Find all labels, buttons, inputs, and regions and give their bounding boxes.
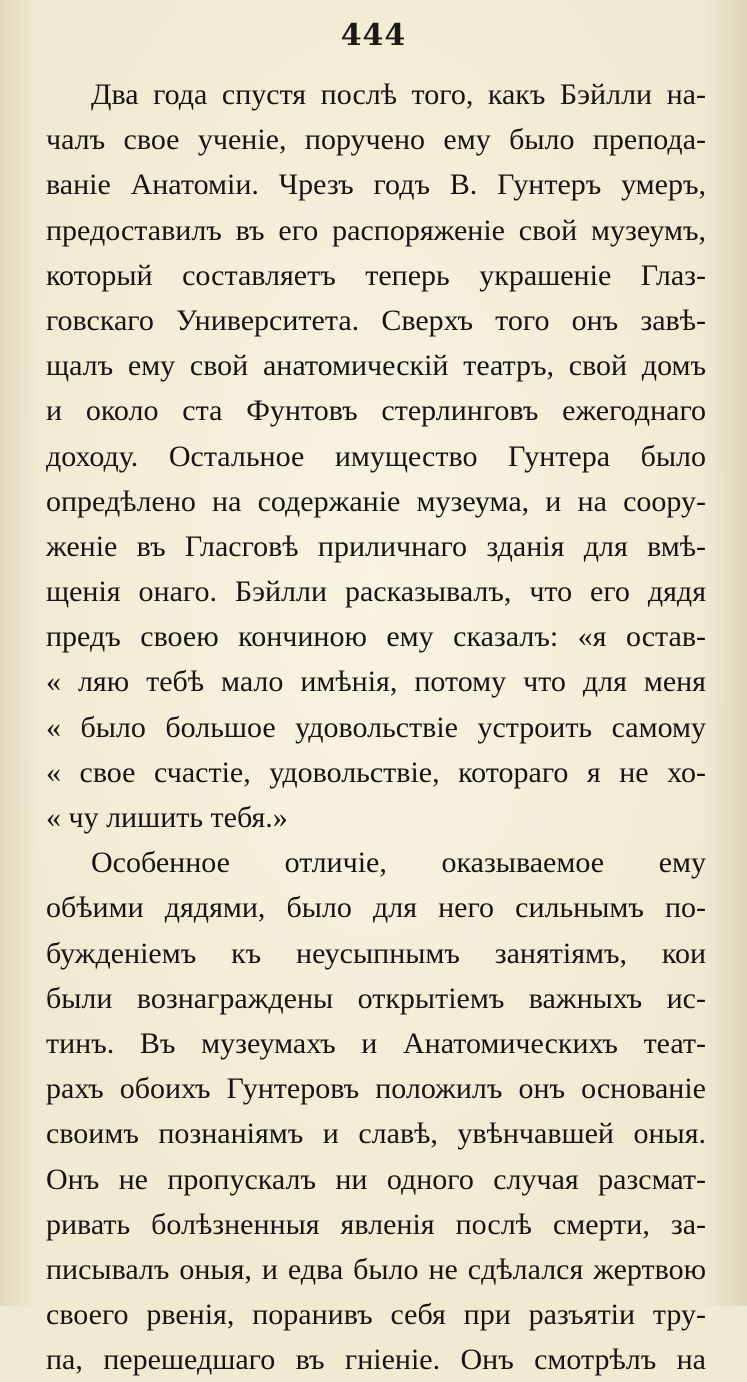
- text-line: « свое счастіе, удовольствіе, котораго я не хо-: [46, 755, 706, 789]
- text-line: ривать болѣзненныя явленія послѣ смерти, за-: [46, 1207, 706, 1241]
- text-line: своимъ познаніямъ и славѣ, увѣнчавшей оныя.: [46, 1117, 706, 1151]
- text-line: ваніе Анатоміи. Чрезъ годъ В. Гунтеръ умеръ,: [46, 168, 706, 202]
- text-line: обѣими дядями, было для него сильнымъ по-: [46, 891, 706, 925]
- text-line: щенія онаго. Бэйлли расказывалъ, что его дядя: [46, 575, 706, 609]
- text-line: тинъ. Въ музеумахъ и Анатомическихъ теат-: [46, 1026, 706, 1060]
- text-line: щалъ ему свой анатомическій театръ, свой домъ: [46, 349, 706, 383]
- text-line: рахъ обоихъ Гунтеровъ положилъ онъ основаніе: [46, 1072, 706, 1106]
- text-line: « чу лишить тебя.»: [46, 801, 288, 834]
- text-line: опредѣлено на содержаніе музеума, и на соору-: [46, 484, 706, 518]
- text-line: предъ своею кончиною ему сказалъ: «я остав-: [46, 620, 706, 654]
- text-line: предоставилъ въ его распоряженіе свой музеумъ,: [46, 213, 706, 247]
- text-line: были вознаграждены открытіемъ важныхъ ис-: [46, 981, 706, 1015]
- text-line: своего рвенія, поранивъ себя при разъятіи тру-: [46, 1298, 706, 1332]
- text-line: « ляю тебѣ мало имѣнія, потому что для меня: [46, 665, 706, 699]
- text-line: и около ста Фунтовъ стерлинговъ ежегоднаго: [46, 394, 706, 428]
- text-line: который составляетъ теперь украшеніе Глаз-: [46, 258, 706, 292]
- text-line: Два года спустя послѣ того, какъ Бэйлли на-: [91, 78, 706, 111]
- text-line: па, перешедшаго въ гніеніе. Онъ смотрѣлъ на: [46, 1343, 706, 1377]
- text-line: писывалъ оныя, и едва было не сдѣлался жертвою: [46, 1252, 706, 1286]
- text-line: говскаго Университета. Сверхъ того онъ завѣ-: [46, 303, 706, 337]
- text-line: « было большое удовольствіе устроить самому: [46, 710, 706, 744]
- page-number: 444: [340, 18, 407, 53]
- text-line: женіе въ Гласговѣ приличнаго зданія для вмѣ-: [46, 529, 706, 563]
- text-line: Особенное отличіе, оказываемое ему: [91, 846, 706, 880]
- body-text: [46, 72, 706, 1382]
- text-line: Онъ не пропускалъ ни одного случая разсмат-: [46, 1162, 706, 1196]
- text-line: доходу. Остальное имущество Гунтера было: [46, 439, 706, 473]
- text-line: чалъ свое ученіе, поручено ему было препода-: [46, 123, 706, 157]
- text-line: бужденіемъ къ неусыпнымъ занятіямъ, кои: [46, 936, 706, 970]
